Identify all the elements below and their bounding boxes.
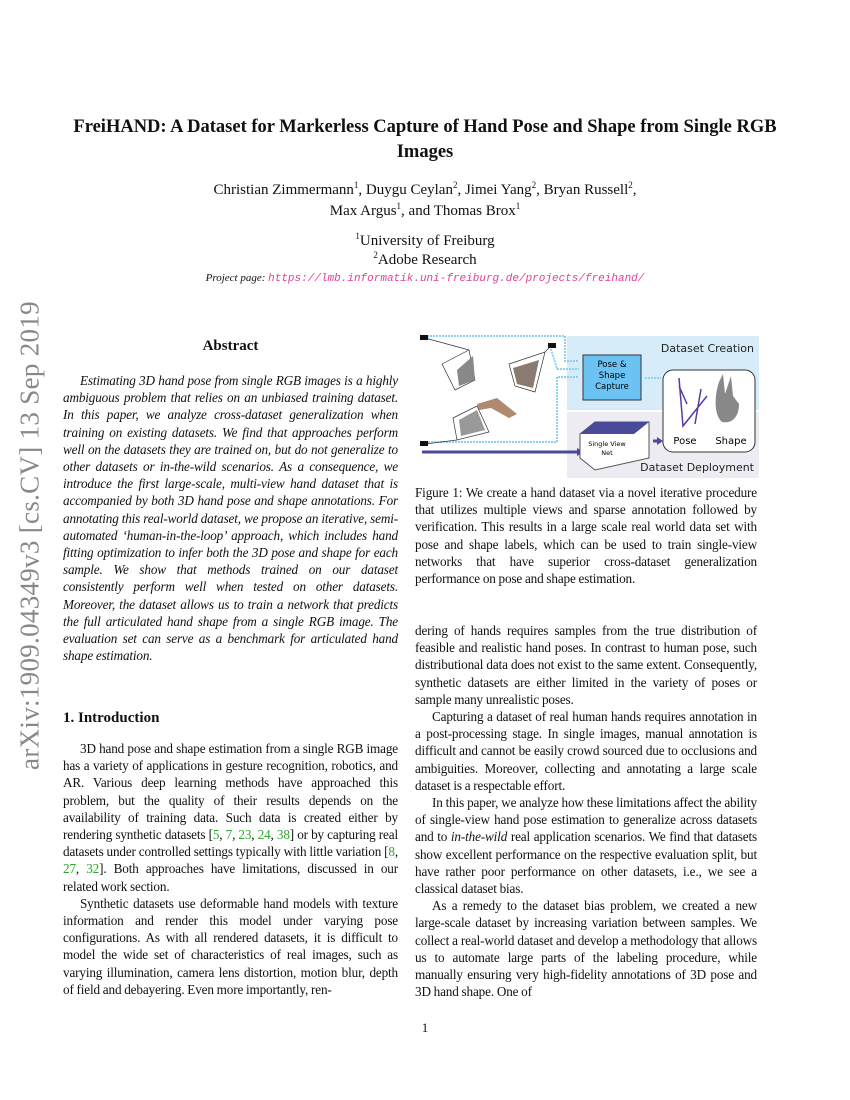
abstract-heading: Abstract (202, 338, 259, 354)
affil-mark: 1 (515, 201, 521, 211)
affil-mark: 1 (353, 180, 359, 190)
emphasis: in-the-wild (450, 829, 508, 845)
project-page (100, 272, 750, 285)
right-column-body (415, 622, 757, 1000)
citation-link[interactable]: 7 (225, 827, 233, 843)
paper-title: FreiHAND: A Dataset for Markerless Capture of Hand Pose and Shape from Single RGB Images (73, 117, 777, 162)
citation-link[interactable]: 32 (86, 861, 100, 877)
affiliation: University of Freiburg (359, 233, 495, 249)
author: Bryan Russell (543, 182, 629, 198)
creation-label: Dataset Creation (660, 342, 754, 355)
pose-label: Pose (673, 436, 697, 447)
affil-mark: 1 (355, 231, 360, 241)
project-url-link[interactable]: https://lmb.informatik.uni-freiburg.de/projects/freihand/ (268, 273, 645, 285)
author: Christian Zimmermann (213, 182, 354, 198)
citation-link[interactable]: 27 (63, 861, 76, 877)
conjunction: , and (401, 203, 434, 219)
author: Duygu Ceylan (365, 182, 453, 198)
shape-label: Shape (715, 436, 747, 447)
caption-text: Figure 1: We create a hand dataset via a novel iterative procedure that utilizes multiple views and sparse annotation followed by verification. This results in a large scale real world data set with pose and shape labels, which can be used to train single-view networks that have superior cross-dataset generalization performance on pose and shape estimation. (415, 485, 757, 587)
capture-label: Capture (595, 382, 629, 392)
affil-mark: 2 (628, 180, 633, 190)
author: Thomas Brox (433, 203, 516, 219)
citation-link[interactable]: 24 (257, 827, 271, 843)
paragraph: dering of hands requires samples from the true distribution of feasible and realistic hand poses. In contrast to human pose, such distributional data does not exist to the same extent. Consequently, synthetic datasets are either limited in the variety of poses or sample many unrealistic poses. (415, 623, 757, 707)
camera-views (425, 338, 551, 444)
citation-link[interactable]: 38 (276, 827, 290, 843)
camera-icon (420, 441, 428, 446)
capture-label: Pose & (597, 360, 627, 370)
affiliations (200, 232, 650, 270)
paragraph: Capturing a dataset of real human hands requires annotation in a post-processing stage. In single images, manual annotation is difficult and cannot be easily crowd sourced due to occlusions and ambiguities. Moreover, collecting and annotating a large scale dataset is a respectable effort. (415, 709, 757, 793)
camera-icon (548, 343, 556, 348)
project-label: Project page: (205, 272, 269, 284)
net-label: Net (601, 449, 613, 457)
section-heading-introduction: 1. Introduction (63, 710, 160, 726)
page-number: 1 (421, 1020, 429, 1035)
affil-mark: 2 (531, 180, 537, 190)
arxiv-stamp: arXiv:1909.04349v3 [cs.CV] 13 Sep 2019 (14, 301, 45, 770)
abstract-body (63, 372, 398, 664)
camera-icon (420, 335, 428, 340)
deployment-label: Dataset Deployment (640, 461, 754, 474)
paragraph: As a remedy to the dataset bias problem, we created a new large-scale dataset by increasing variation between samples. We collect a real-world dataset and develop a methodology that allows us to automate large parts of the labeling procedure, while manually ensuring very high-fidelity annotations of 3D pose and 3D hand shape. One of (415, 898, 757, 1000)
citation-link[interactable]: 8 (388, 844, 395, 860)
citation-link[interactable]: 5 (212, 827, 220, 843)
affiliation: Adobe Research (377, 252, 477, 268)
citation-link[interactable]: 23 (238, 827, 252, 843)
figure-1-caption (415, 484, 757, 587)
affil-mark: 2 (373, 250, 378, 260)
abstract-text: Estimating 3D hand pose from single RGB images is a highly ambiguous problem that relies on an unbiased training dataset. In this paper, we analyze cross-dataset generalization when training on existing datasets. We find that approaches perform well on the datasets they are trained on, but do not generalize to other datasets or in-the-wild scenarios. As a consequence, we introduce the first large-scale, multi-view hand dataset that is accompanied by both 3D hand pose and shape annotations. For annotating this real-world dataset, we propose an iterative, semi-automated ‘human-in-the-loop’ approach, which includes hand fitting optimization to infer both the 3D pose and shape for each sample. We show that methods trained on our dataset consistently perform well when tested on other datasets. Moreover, the dataset allows us to train a network that predicts the full articulated hand shape from a single RGB image. The evaluation set can serve as a benchmark for articulated hand shape estimation. (63, 373, 398, 664)
paragraph: Synthetic datasets use deformable hand models with texture information and render this model under varying pose configurations. As with all rendered datasets, it is difficult to model the wide set of characteristics of real images, such as varying illumination, camera lens distortion, motion blur, depth of field and debayering. Even more importantly, ren- (63, 895, 398, 997)
author: Jimei Yang (464, 182, 532, 198)
affil-mark: 1 (396, 201, 402, 211)
introduction-body (63, 740, 398, 998)
paragraph: 3D hand pose and shape estimation from a single RGB image has a variety of applications in gesture recognition, robotics, and AR. Various deep learning methods have approached this problem, but the quality of their results depends on the availability of training data. Such data is created either by rendering synthetic datasets [5, 7, 23, 24, 38] or by capturing real datasets under controlled settings typically with little variation [8, 27, 32]. Both approaches have limitations, discussed in our related work section. (63, 741, 398, 894)
author-list: Christian Zimmermann$^1$, Duygu Ceylan$^2$, Jimei Yang$^2$, Bryan Russell$^2$, Max Argus$^1$, and Thomas Brox$^1$ (213, 180, 637, 219)
hand-photo (477, 398, 517, 418)
capture-label: Shape (598, 371, 626, 381)
paragraph: In this paper, we analyze how these limitations affect the ability of single-view hand pose estimation to generalize across datasets and to in-the-wild real application scenarios. We find that datasets show excellent performance on the respective evaluation split, but have rather poor performance on other datasets, i.e., we see a classical dataset bias. (415, 795, 757, 897)
figure-1-diagram (417, 334, 759, 478)
affil-mark: 2 (452, 180, 458, 190)
net-label: Single View (588, 440, 626, 448)
author: Max Argus (329, 203, 397, 219)
